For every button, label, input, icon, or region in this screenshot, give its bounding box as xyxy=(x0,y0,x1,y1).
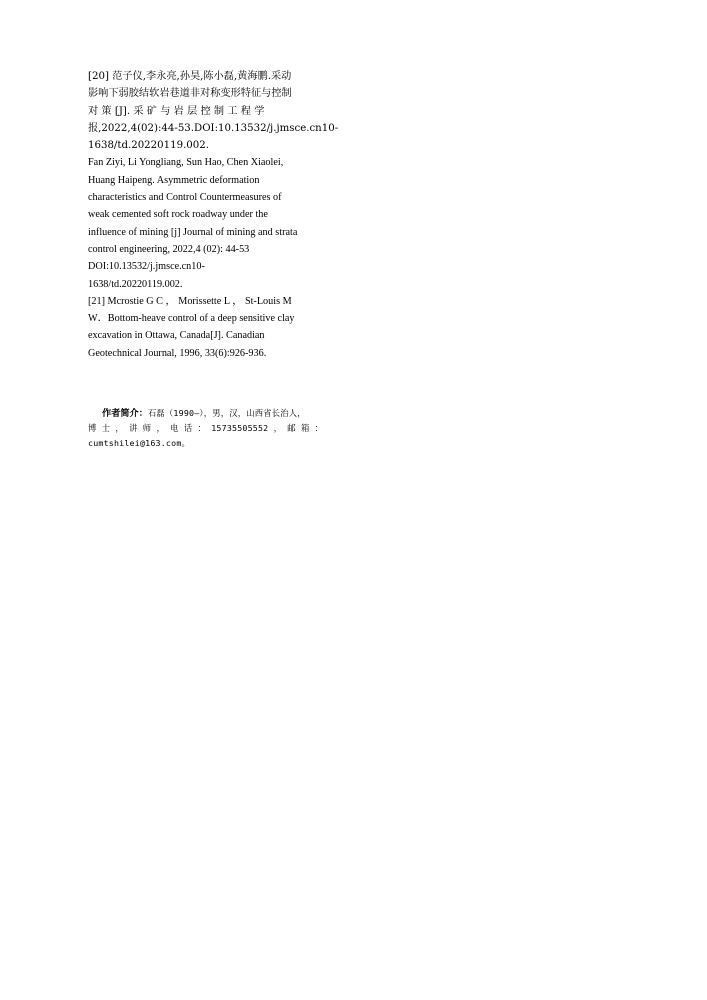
reference-line: control engineering, 2022,4 (02): 44-53 xyxy=(88,243,250,255)
reference-line: 对 策 [J]. 采 矿 与 岩 层 控 制 工 程 学 xyxy=(88,105,265,117)
reference-line: Geotechnical Journal, 1996, 33(6):926-936. xyxy=(88,347,267,359)
references-section xyxy=(88,68,343,362)
reference-line: W．Bottom-heave control of a deep sensitive clay xyxy=(88,313,295,325)
reference-line: 1638/td.20220119.002. xyxy=(88,140,209,152)
reference-line: influence of mining [j] Journal of mining and strata xyxy=(88,226,298,238)
reference-line: 报,2022,4(02):44-53.DOI:10.13532/j.jmsce.cn10- xyxy=(88,122,339,134)
reference-line: weak cemented soft rock roadway under the xyxy=(88,209,268,221)
reference-line: 1638/td.20220119.002. xyxy=(88,278,183,290)
reference-line: [20] 范子仪,李永亮,孙昊,陈小磊,黄海鹏.采动 xyxy=(88,71,292,82)
reference-line: DOI:10.13532/j.jmsce.cn10- xyxy=(88,261,205,273)
reference-entry-21 xyxy=(88,293,343,362)
reference-line: 影响下弱胶结软岩巷道非对称变形特征与控制 xyxy=(88,88,292,100)
author-bio-line: cumtshilei@163.com。 xyxy=(88,438,191,448)
reference-line: Huang Haipeng. Asymmetric deformation xyxy=(88,174,260,186)
reference-line: [21] Mcrostie G C ， Morissette L ， St-Louis M xyxy=(88,295,292,307)
reference-line: characteristics and Control Countermeasures of xyxy=(88,192,282,204)
reference-entry-20-cn xyxy=(88,68,343,154)
author-bio-line: 石磊（1990—），男，汉，山西省长治人， xyxy=(147,408,306,418)
author-bio-line: 博 士 ， 讲 师 ， 电 话 ： 15735505552 ， 邮 箱 ： xyxy=(88,423,324,433)
author-bio-section xyxy=(88,406,344,451)
reference-line: Fan Ziyi, Li Yongliang, Sun Hao, Chen Xiaolei, xyxy=(88,157,284,169)
reference-entry-20-en xyxy=(88,154,343,292)
author-bio-first-line xyxy=(88,406,344,421)
author-bio-label: 作者简介： xyxy=(102,408,148,419)
reference-line: excavation in Ottawa, Canada[J]. Canadian xyxy=(88,330,265,342)
